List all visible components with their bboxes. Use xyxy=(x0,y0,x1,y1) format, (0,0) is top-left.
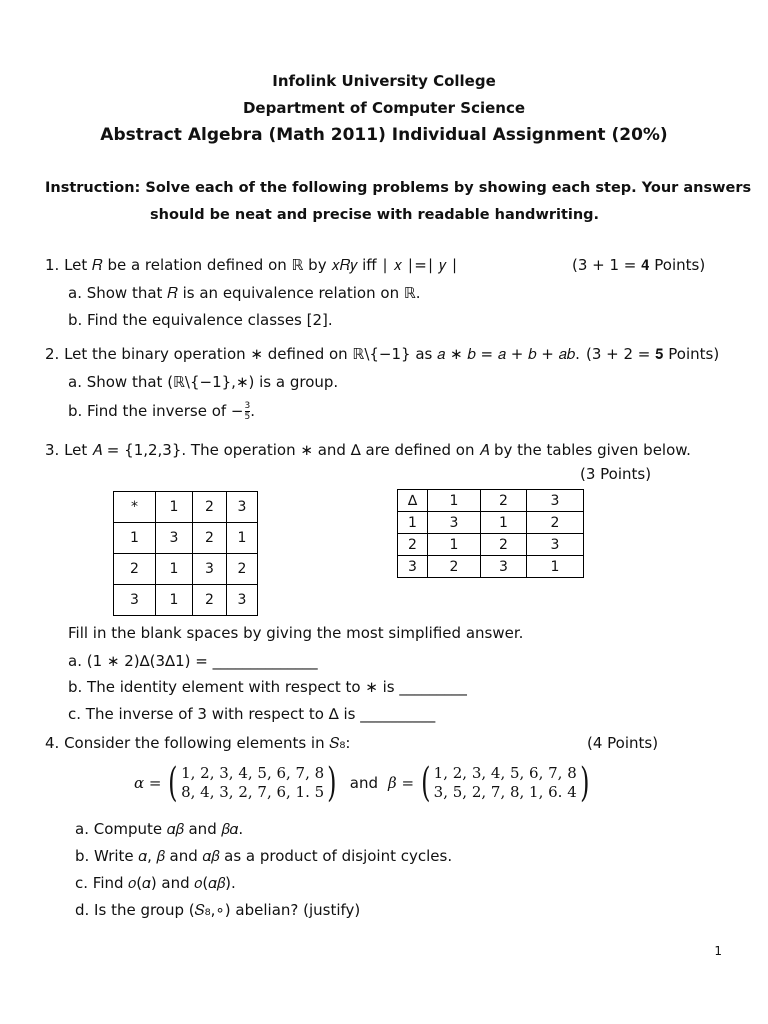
q4-part-a: a. Compute 𝛼𝛽 and 𝛽𝛼. xyxy=(75,820,244,838)
table-header-cell: 3 xyxy=(227,492,258,523)
star-operation-table xyxy=(113,491,258,616)
table-header-cell: 3 xyxy=(527,490,584,512)
table-cell: 3 xyxy=(481,556,527,578)
right-paren: ) xyxy=(327,760,337,806)
delta-operation-table xyxy=(397,489,584,578)
q1-stem: 1. Let 𝑅 be a relation defined on ℝ by 𝑥𝑅𝑦 iff ∣ 𝑥 ∣=∣ 𝑦 ∣ xyxy=(45,256,459,274)
fraction-denominator: 5 xyxy=(244,412,251,422)
q2-points: (3 + 2 = 𝟓 Points) xyxy=(586,345,720,363)
table-cell: 1 xyxy=(428,534,481,556)
table-cell: 1 xyxy=(227,523,258,554)
table-row xyxy=(398,512,584,534)
table-cell: 1 xyxy=(481,512,527,534)
table-cell: 2 xyxy=(193,523,227,554)
q3-part-c: c. The inverse of 3 with respect to ∆ is __________ xyxy=(68,705,436,723)
table-cell: 2 xyxy=(527,512,584,534)
table-row xyxy=(114,523,258,554)
table-cell: 3 xyxy=(428,512,481,534)
beta-permutation xyxy=(418,760,592,806)
table-cell: 1 xyxy=(156,585,193,616)
q1-points: (3 + 1 = 𝟒 Points) xyxy=(572,256,706,274)
q1-part-b: b. Find the equivalence classes [2]. xyxy=(68,311,333,329)
table-cell: 1 xyxy=(156,554,193,585)
table-header-cell: 3 xyxy=(398,556,428,578)
table-header-cell: ∆ xyxy=(398,490,428,512)
instruction-line-1: Instruction: Solve each of the following problems by showing each step. Your answers xyxy=(45,180,752,196)
table-header-cell: 2 xyxy=(114,554,156,585)
permutations xyxy=(134,760,592,806)
table-row xyxy=(114,492,258,523)
q3-fill-instruction: Fill in the blank spaces by giving the most simplified answer. xyxy=(68,624,524,642)
table-header-cell: 2 xyxy=(193,492,227,523)
q3-part-b: b. The identity element with respect to ∗ is _________ xyxy=(68,678,467,696)
alpha-permutation xyxy=(165,760,339,806)
and-text: and xyxy=(349,774,379,792)
table-cell: 2 xyxy=(481,534,527,556)
beta-rows xyxy=(434,764,577,802)
table-cell: 3 xyxy=(156,523,193,554)
table-header-cell: 2 xyxy=(481,490,527,512)
q1-part-a: a. Show that 𝑅 is an equivalence relation on ℝ. xyxy=(68,284,421,302)
q4-part-b: b. Write 𝛼, 𝛽 and 𝛼𝛽 as a product of disjoint cycles. xyxy=(75,847,453,865)
table-header-cell: 1 xyxy=(398,512,428,534)
table-row xyxy=(114,585,258,616)
table-row xyxy=(398,556,584,578)
alpha-rows xyxy=(181,764,324,802)
beta-top-row: 1, 2, 3, 4, 5, 6, 7, 8 xyxy=(433,764,577,782)
table-row xyxy=(114,554,258,585)
q4-part-d: d. Is the group (𝑆₈,∘) abelian? (justify) xyxy=(75,901,361,919)
q4-stem: 4. Consider the following elements in 𝑆₈: xyxy=(45,734,351,752)
beta-label: 𝛽 = xyxy=(388,774,415,792)
fraction-numerator: 3 xyxy=(244,401,251,411)
q3-points: (3 Points) xyxy=(580,465,652,483)
table-cell: 2 xyxy=(227,554,258,585)
table-header-cell: 3 xyxy=(114,585,156,616)
q2-part-b-text: b. Find the inverse of − xyxy=(68,402,244,420)
course-title: Abstract Algebra (Math 2011) Individual Assignment (20%) xyxy=(100,125,668,145)
table-header-cell: 2 xyxy=(398,534,428,556)
q2-stem: 2. Let the binary operation ∗ defined on ℝ\{−1} as 𝑎 ∗ 𝑏 = 𝑎 + 𝑏 + 𝑎𝑏. xyxy=(45,345,580,363)
instruction-line-2: should be neat and precise with readable handwriting. xyxy=(150,207,600,223)
table-cell: 3 xyxy=(527,534,584,556)
q3-part-a: a. (1 ∗ 2)∆(3∆1) = ______________ xyxy=(68,652,318,670)
q3-stem: 3. Let 𝐴 = {1,2,3}. The operation ∗ and ∆ are defined on 𝐴 by the tables given below. xyxy=(45,441,691,459)
table-cell: 3 xyxy=(227,585,258,616)
alpha-top-row: 1, 2, 3, 4, 5, 6, 7, 8 xyxy=(181,764,325,782)
q2-part-b-suffix: . xyxy=(250,402,256,420)
beta-bottom-row: 3, 5, 2, 7, 8, 1, 6. 4 xyxy=(433,783,577,801)
table-cell: 2 xyxy=(428,556,481,578)
table-cell: 3 xyxy=(193,554,227,585)
q4-points: (4 Points) xyxy=(587,734,659,752)
left-paren: ( xyxy=(168,760,178,806)
table-header-cell: 1 xyxy=(428,490,481,512)
q2-part-b xyxy=(68,401,255,422)
q2-part-a: a. Show that (ℝ\{−1},∗) is a group. xyxy=(68,373,339,391)
table-row xyxy=(398,490,584,512)
q4-part-c: c. Find 𝑜(𝛼) and 𝑜(𝛼𝛽). xyxy=(75,874,236,892)
table-header-cell: 1 xyxy=(114,523,156,554)
table-header-cell: * xyxy=(114,492,156,523)
left-paren: ( xyxy=(421,760,431,806)
table-cell: 2 xyxy=(193,585,227,616)
department-name: Department of Computer Science xyxy=(242,99,526,117)
institution-name: Infolink University College xyxy=(272,72,496,90)
alpha-bottom-row: 8, 4, 3, 2, 7, 6, 1. 5 xyxy=(181,783,325,801)
table-row xyxy=(398,534,584,556)
page-number: 1 xyxy=(714,944,722,958)
right-paren: ) xyxy=(579,760,590,806)
table-header-cell: 1 xyxy=(156,492,193,523)
alpha-label: 𝛼 = xyxy=(134,774,162,792)
table-cell: 1 xyxy=(527,556,584,578)
